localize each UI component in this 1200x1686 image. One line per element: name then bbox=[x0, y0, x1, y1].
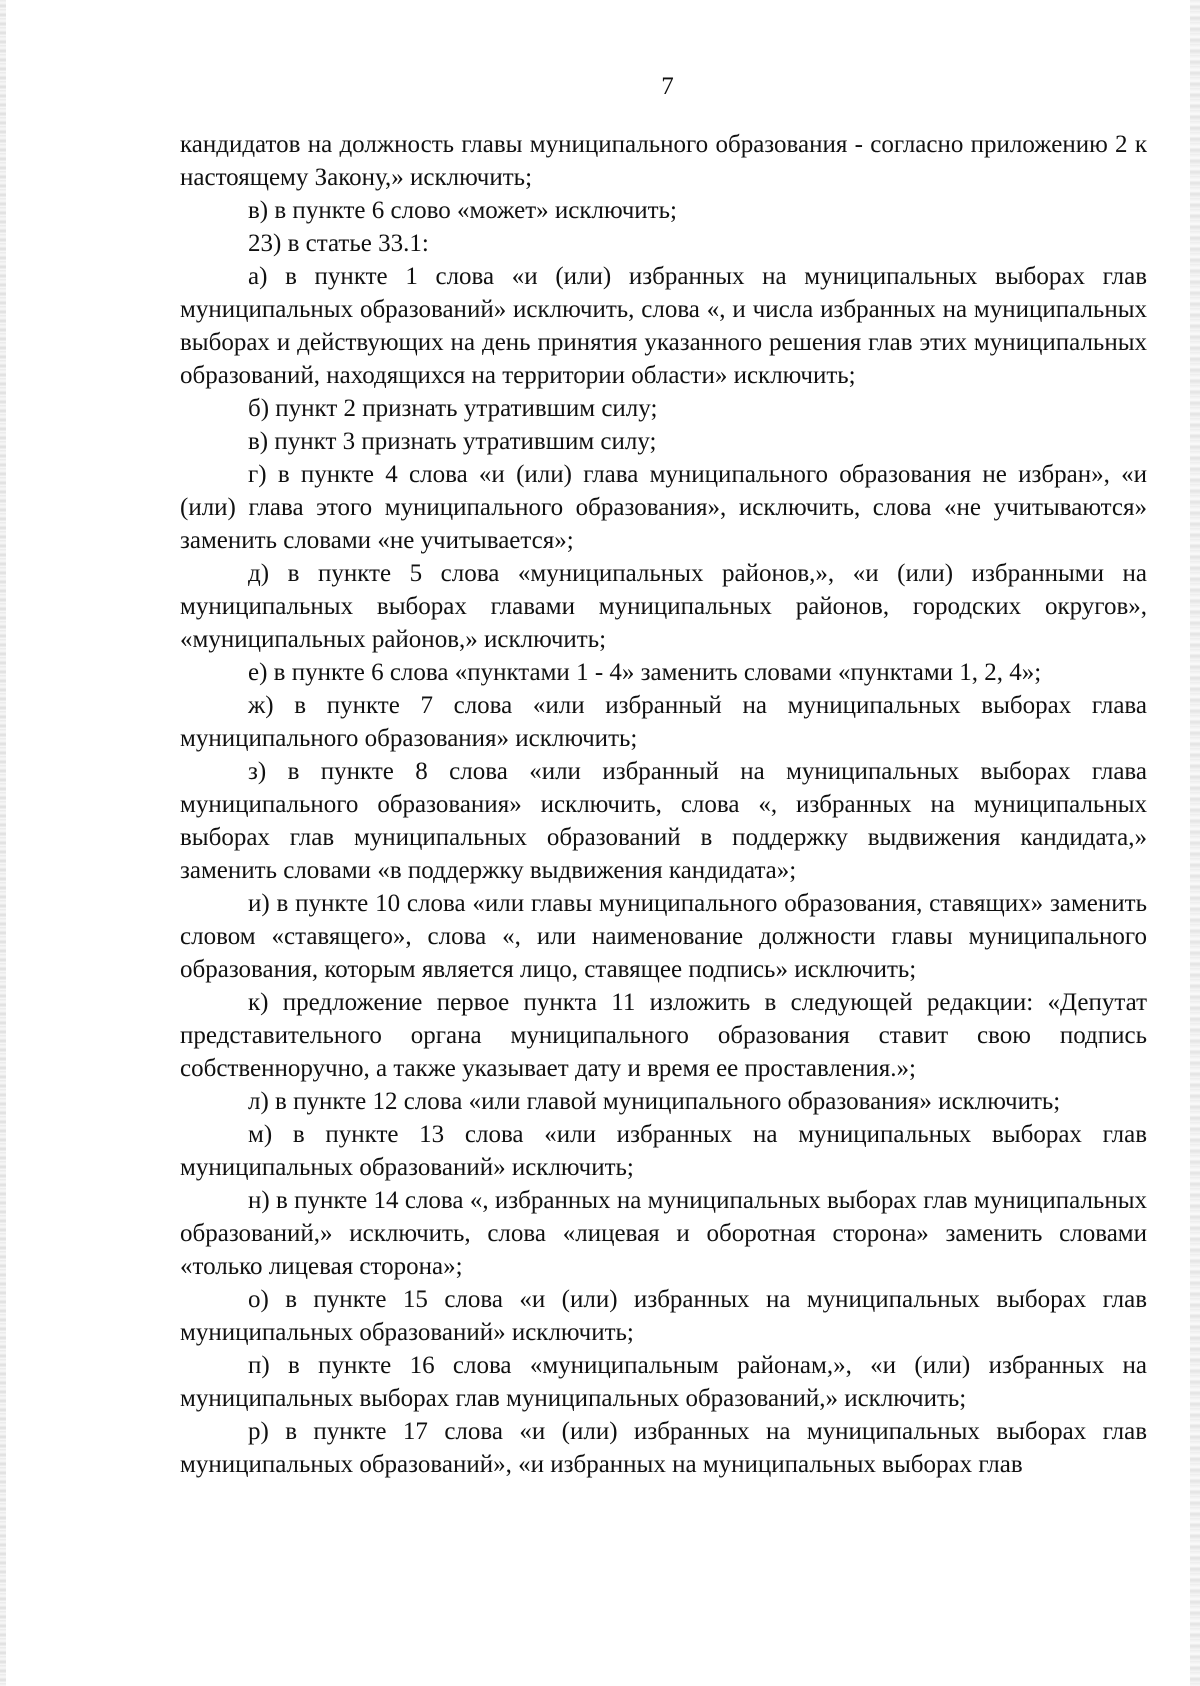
paragraph: ж) в пункте 7 слова «или избранный на муниципальных выборах глава муниципального образования» исключить; bbox=[180, 692, 1147, 752]
scan-edge-left bbox=[0, 0, 6, 1686]
paragraph: з) в пункте 8 слова «или избранный на муниципальных выборах глава муниципального образования» исключить, слова «, избранных на муниципальных выборах глав муниципальных образований в поддержку выдвижения кандидата,» заменить словами «в поддержку выдвижения кандидата»; bbox=[180, 758, 1147, 884]
scan-edge-right bbox=[1190, 0, 1200, 1686]
paragraph: 23) в статье 33.1: bbox=[248, 230, 429, 257]
paragraph: в) пункт 3 признать утратившим силу; bbox=[248, 428, 657, 455]
page-number: 7 bbox=[661, 73, 674, 100]
paragraph: п) в пункте 16 слова «муниципальным районам,», «и (или) избранных на муниципальных выборах глав муниципальных образований,» исключить; bbox=[180, 1352, 1147, 1412]
paragraph-continued: кандидатов на должность главы муниципального образования - согласно приложению 2 к настоящему Закону,» исключить; bbox=[180, 131, 1147, 191]
paragraph: г) в пункте 4 слова «и (или) глава муниципального образования не избран», «и (или) глава этого муниципального образования», исключить, слова «не учитываются» заменить словами «не учитывается»; bbox=[180, 461, 1147, 554]
paragraph: о) в пункте 15 слова «и (или) избранных на муниципальных выборах глав муниципальных образований» исключить; bbox=[180, 1286, 1147, 1346]
paragraph: н) в пункте 14 слова «, избранных на муниципальных выборах глав муниципальных образований,» исключить, слова «лицевая и оборотная сторона» заменить словами «только лицевая сторона»; bbox=[180, 1187, 1147, 1280]
paragraph: м) в пункте 13 слова «или избранных на муниципальных выборах глав муниципальных образований» исключить; bbox=[180, 1121, 1147, 1181]
paragraph: и) в пункте 10 слова «или главы муниципального образования, ставящих» заменить словом «ставящего», слова «, или наименование должности главы муниципального образования, которым является лицо, ставящее подпись» исключить; bbox=[180, 890, 1147, 983]
paragraph: д) в пункте 5 слова «муниципальных районов,», «и (или) избранными на муниципальных выборах главами муниципальных районов, городских округов», «муниципальных районов,» исключить; bbox=[180, 560, 1147, 653]
paragraph: в) в пункте 6 слово «может» исключить; bbox=[248, 197, 677, 224]
document-body bbox=[180, 128, 1147, 1481]
paragraph: б) пункт 2 признать утратившим силу; bbox=[248, 395, 658, 422]
paragraph: а) в пункте 1 слова «и (или) избранных на муниципальных выборах глав муниципальных образований» исключить, слова «, и числа избранных на муниципальных выборах и действующих на день принятия указанного решения глав этих муниципальных образований, находящихся на территории области» исключить; bbox=[180, 263, 1147, 389]
paragraph: л) в пункте 12 слова «или главой муниципального образования» исключить; bbox=[248, 1088, 1061, 1115]
paragraph: е) в пункте 6 слова «пунктами 1 - 4» заменить словами «пунктами 1, 2, 4»; bbox=[248, 659, 1042, 686]
paragraph: к) предложение первое пункта 11 изложить в следующей редакции: «Депутат представительного органа муниципального образования ставит свою подпись собственноручно, а также указывает дату и время ее проставления.»; bbox=[180, 989, 1147, 1082]
paragraph: р) в пункте 17 слова «и (или) избранных на муниципальных выборах глав муниципальных образований», «и избранных на муниципальных выборах глав bbox=[180, 1418, 1147, 1478]
